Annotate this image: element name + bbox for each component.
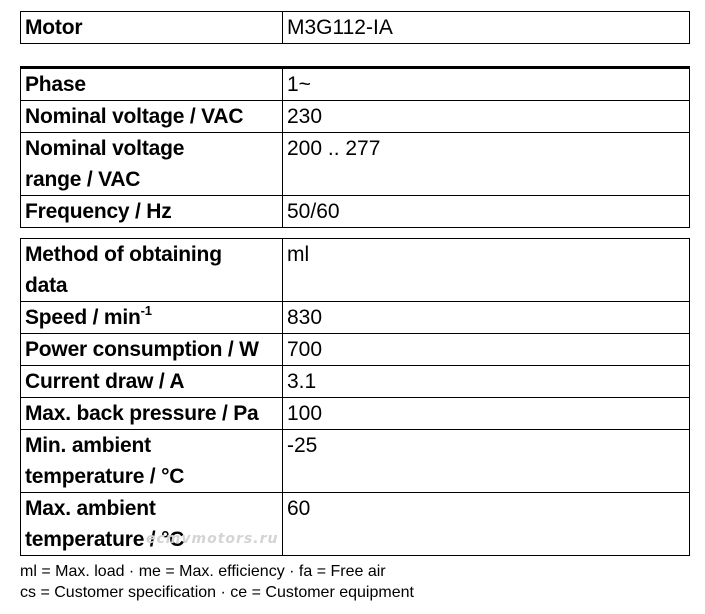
footnotes bbox=[20, 561, 414, 603]
table-row bbox=[21, 334, 690, 366]
table-row bbox=[21, 430, 690, 493]
frequency-label: Frequency / Hz bbox=[21, 196, 283, 228]
table-row bbox=[21, 398, 690, 430]
performance-table bbox=[20, 238, 690, 556]
speed-label-text: Speed / min bbox=[25, 306, 141, 329]
table-row bbox=[21, 12, 690, 44]
table-row bbox=[21, 493, 690, 556]
voltage-range-label bbox=[21, 133, 283, 196]
power-label: Power consumption / W bbox=[21, 334, 283, 366]
frequency-value: 50/60 bbox=[283, 196, 690, 228]
table-row bbox=[21, 68, 690, 101]
table-row bbox=[21, 133, 690, 196]
min-ambient-label-line2: temperature / °C bbox=[25, 465, 185, 488]
footnote-line: ml = Max. load · me = Max. efficiency · fa = Free air bbox=[20, 563, 386, 580]
electrical-table bbox=[20, 66, 690, 228]
voltage-range-label-line1: Nominal voltage bbox=[25, 137, 185, 160]
nominal-voltage-value: 230 bbox=[283, 101, 690, 133]
motor-label: Motor bbox=[21, 12, 283, 44]
footnote-line: cs = Customer specification · ce = Customer equipment bbox=[20, 584, 414, 601]
back-pressure-label: Max. back pressure / Pa bbox=[21, 398, 283, 430]
table-row bbox=[21, 302, 690, 334]
voltage-range-label-line2: range / VAC bbox=[25, 168, 141, 191]
min-ambient-label-line1: Min. ambient bbox=[25, 434, 151, 457]
current-label: Current draw / A bbox=[21, 366, 283, 398]
max-ambient-label-line1: Max. ambient bbox=[25, 497, 156, 520]
nominal-voltage-label: Nominal voltage / VAC bbox=[21, 101, 283, 133]
back-pressure-value: 100 bbox=[283, 398, 690, 430]
table-row bbox=[21, 239, 690, 302]
voltage-range-value: 200 .. 277 bbox=[283, 133, 690, 196]
phase-value: 1~ bbox=[283, 68, 690, 101]
method-label bbox=[21, 239, 283, 302]
method-label-line1: Method of obtaining bbox=[25, 243, 222, 266]
phase-label: Phase bbox=[21, 68, 283, 101]
min-ambient-value: -25 bbox=[283, 430, 690, 493]
max-ambient-label-line2: temperature / °C bbox=[25, 528, 185, 551]
table-row bbox=[21, 196, 690, 228]
speed-label bbox=[21, 302, 283, 334]
method-value: ml bbox=[283, 239, 690, 302]
power-value: 700 bbox=[283, 334, 690, 366]
max-ambient-value: 60 bbox=[283, 493, 690, 556]
watermark: ecmvmotors.ru bbox=[146, 531, 279, 547]
method-label-line2: data bbox=[25, 274, 68, 297]
table-row bbox=[21, 101, 690, 133]
current-value: 3.1 bbox=[283, 366, 690, 398]
motor-table bbox=[20, 11, 690, 44]
motor-value: M3G112-IA bbox=[283, 12, 690, 44]
table-row bbox=[21, 366, 690, 398]
speed-label-exponent: -1 bbox=[140, 303, 152, 318]
speed-value: 830 bbox=[283, 302, 690, 334]
min-ambient-label bbox=[21, 430, 283, 493]
